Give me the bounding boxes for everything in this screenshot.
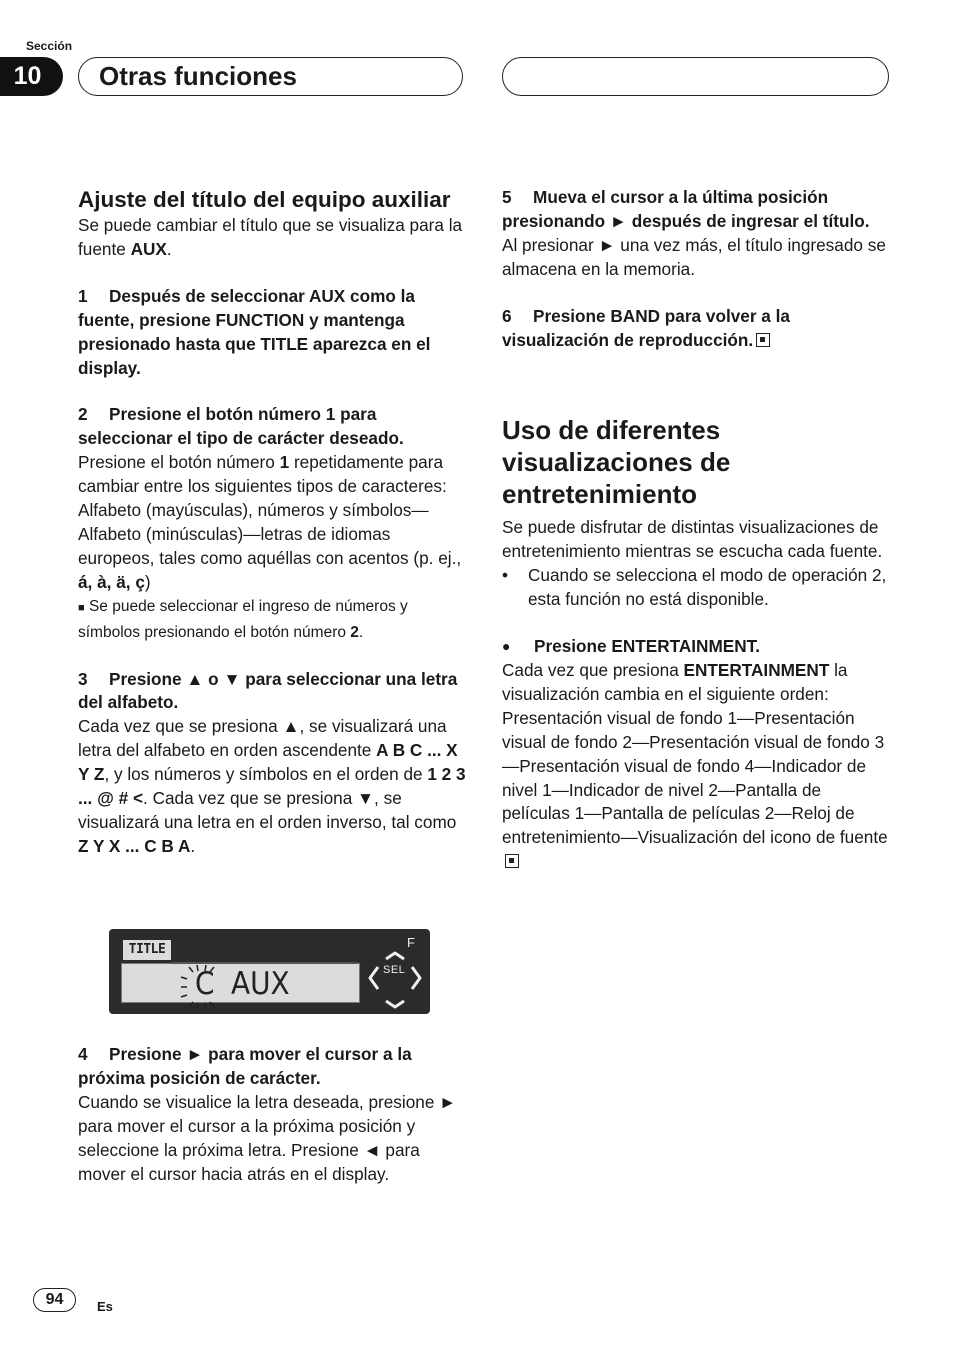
lcd-sel-label: SEL bbox=[383, 964, 406, 976]
right-column bbox=[502, 186, 892, 874]
step-2-note: ■ Se puede seleccionar el ingreso de números y símbolos presionando el botón número 2. bbox=[78, 597, 408, 641]
action-step: ● Presione ENTERTAINMENT. bbox=[502, 635, 892, 659]
end-mark-icon bbox=[756, 333, 770, 347]
step-4: 4 Presione ► para mover el cursor a la próxima posición de carácter. bbox=[78, 1044, 412, 1088]
lcd-text: AUX bbox=[231, 966, 290, 1002]
left-heading: Ajuste del título del equipo auxiliar bbox=[78, 187, 451, 212]
left-intro: Se puede cambiar el título que se visualiza para la fuente AUX. bbox=[78, 215, 463, 259]
section-number-badge: 10 bbox=[0, 57, 63, 96]
right-intro: Se puede disfrutar de distintas visualizaciones de entretenimiento mientras se escucha cada fuente. bbox=[502, 517, 883, 562]
header-empty-pill bbox=[502, 57, 889, 96]
right-body: Cada vez que presiona ENTERTAINMENT la visualización cambia en el siguiente orden: Presentación visual de fondo 1—Presentación visual de fondo 2—Presentación visual de fondo 3—Presentación visual de fondo 4—Indicador de nivel 1—Indicador de nivel 2—Pantalla de películas 1—Pantalla de películas 2—Reloj de entretenimiento—Visualización del icono de fuente bbox=[502, 659, 892, 874]
navigation-arrows-icon bbox=[364, 951, 426, 1009]
step-2-types: Alfabeto (mayúsculas), números y símbolos—Alfabeto (minúsculas)—letras de idiomas europeos, tales como aquéllas con acentos (p. ej., á, à, ä, ç) bbox=[78, 500, 462, 592]
step-3-body: Cada vez que se presiona ▲, se visualizará una letra del alfabeto en orden ascendente A B C ... X Y Z, y los números y símbolos en el orden de 1 2 3 ... @ # <. Cada vez que se presiona ▼, se visualizará una letra en el orden inverso, tal como Z Y X ... C B A. bbox=[78, 716, 466, 856]
bullet-item: • Cuando se selecciona el modo de operación 2, esta función no está disponible. bbox=[502, 565, 887, 610]
left-column-bottom bbox=[78, 1043, 468, 1186]
lcd-display-illustration bbox=[109, 929, 430, 1014]
step-6: 6 Presione BAND para volver a la visualización de reproducción. bbox=[502, 305, 790, 350]
step-5: 5 Mueva el cursor a la última posición presionando ► después de ingresar el título. bbox=[502, 187, 870, 231]
lcd-f-label: F bbox=[407, 935, 415, 950]
step-3: 3 Presione ▲ o ▼ para seleccionar una letra del alfabeto. bbox=[78, 668, 458, 713]
step-2: 2 Presione el botón número 1 para seleccionar el tipo de carácter deseado. bbox=[78, 404, 404, 449]
lcd-title-label: TITLE bbox=[123, 940, 171, 960]
step-2-body: Presione el botón número 1 repetidamente para cambiar entre los siguientes tipos de caracteres: bbox=[78, 452, 447, 497]
language-label: Es bbox=[97, 1299, 113, 1314]
bullet-dot-icon: ● bbox=[502, 638, 511, 655]
step-1: 1 Después de seleccionar AUX como la fuente, presione FUNCTION y mantenga presionado hasta que TITLE aparezca en el display. bbox=[78, 285, 431, 378]
lcd-cursor-char: C bbox=[195, 966, 215, 1002]
right-heading: Uso de diferentes visualizaciones de entretenimiento bbox=[502, 415, 731, 510]
note-square-icon: ■ bbox=[78, 601, 85, 614]
section-title: Otras funciones bbox=[78, 57, 463, 96]
step-4-body: Cuando se visualice la letra deseada, presione ► para mover el cursor a la próxima posición y seleccione la próxima letra. Presione ◄ para mover el cursor hacia atrás en el display. bbox=[78, 1091, 457, 1184]
section-label: Sección bbox=[26, 39, 73, 53]
end-mark-icon bbox=[505, 854, 519, 868]
step-5-body: Al presionar ► una vez más, el título ingresado se almacena en la memoria. bbox=[502, 234, 886, 279]
page-number: 94 bbox=[33, 1288, 76, 1312]
left-column bbox=[78, 186, 468, 859]
